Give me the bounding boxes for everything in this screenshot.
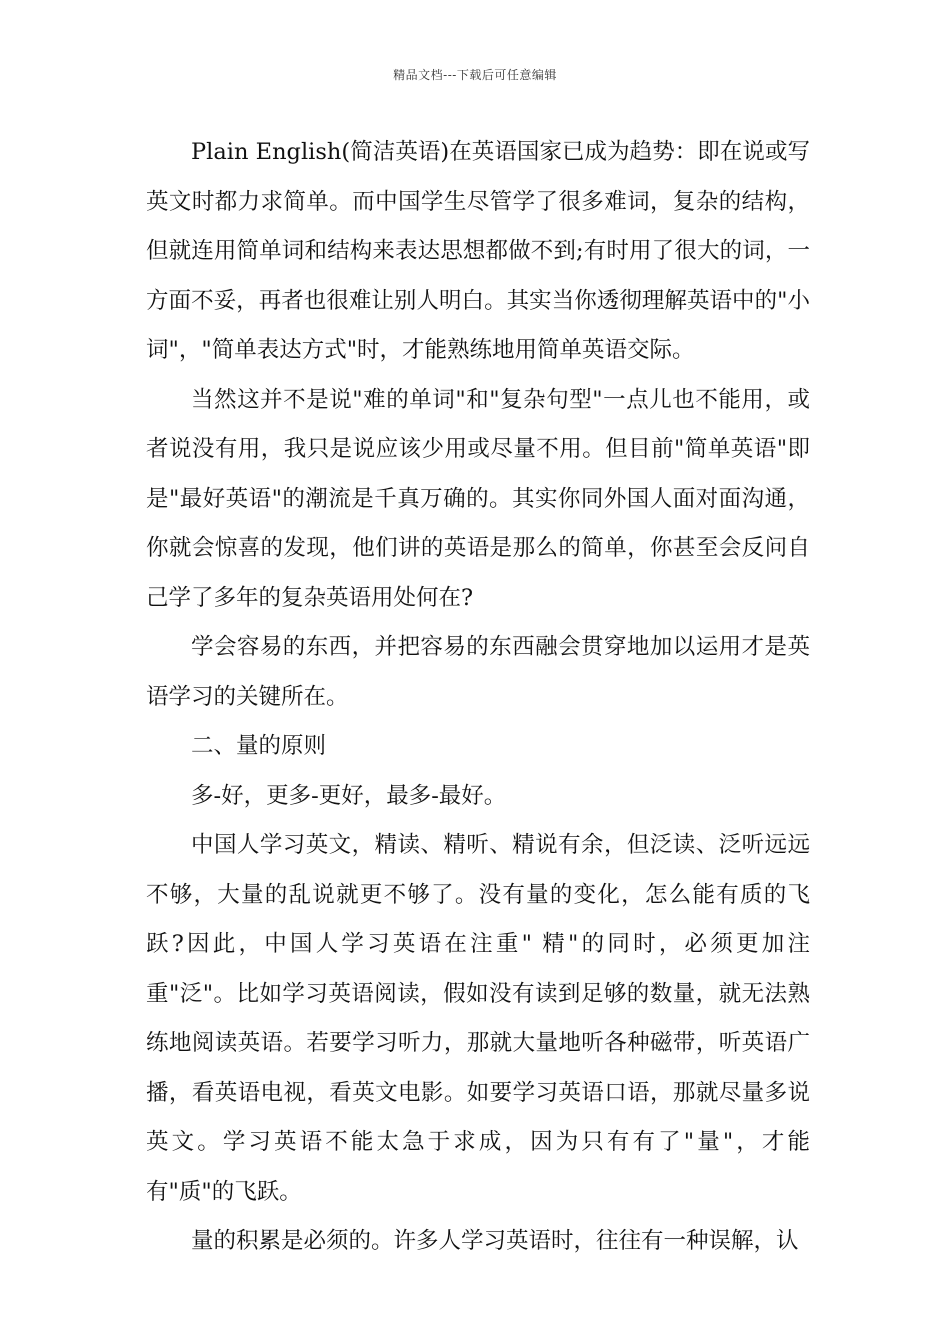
paragraph-more-is-better: 多-好，更多-更好，最多-最好。 <box>191 782 507 809</box>
paragraph-simple-english-trend: 当然这并不是说"难的单词"和"复杂句型"一点儿也不能用，或者说没有用，我只是说应该少用或尽量不用。但目前"简单英语"即是"最好英语"的潮流是千真万确的。其实你同外国人面对面沟通，你就会惊喜的发现，他们讲的英语是那么的简单，你甚至会反问自己学了多年的复杂英语用处何在? <box>146 386 810 611</box>
document-body <box>146 128 810 1267</box>
paragraph-extensive-practice: 中国人学习英文，精读、精听、精说有余，但泛读、泛听远远不够，大量的乱说就更不够了。没有量的变化，怎么能有质的飞跃?因此，中国人学习英语在注重" 精"的同时，必须更加注重"泛"。比如学习英语阅读，假如没有读到足够的数量，就无法熟练地阅读英语。若要学习听力，那就大量地听各种磁带，听英语广播，看英语电视，看英文电影。如要学习英语口语，那就尽量多说英文。学习英语不能太急于求成，因为只有有了"量"，才能有"质"的飞跃。 <box>146 832 810 1205</box>
page-header: 精品文档---下载后可任意编辑 <box>393 68 557 82</box>
paragraph-key-to-learning: 学会容易的东西，并把容易的东西融会贯穿地加以运用才是英语学习的关键所在。 <box>146 634 810 710</box>
paragraph-plain-english: Plain English(简洁英语)在英语国家已成为趋势：即在说或写英文时都力求简单。而中国学生尽管学了很多难词，复杂的结构，但就连用简单词和结构来表达思想都做不到;有时用了很大的词，一方面不妥，再者也很难让别人明白。其实当你透彻理解英语中的"小词"，"简单表达方式"时，才能熟练地用简单英语交际。 <box>146 139 810 363</box>
paragraph-accumulation: 量的积累是必须的。许多人学习英语时，往往有一种误解，认 <box>191 1228 799 1254</box>
section-heading-quantity-principle: 二、量的原则 <box>191 733 327 759</box>
